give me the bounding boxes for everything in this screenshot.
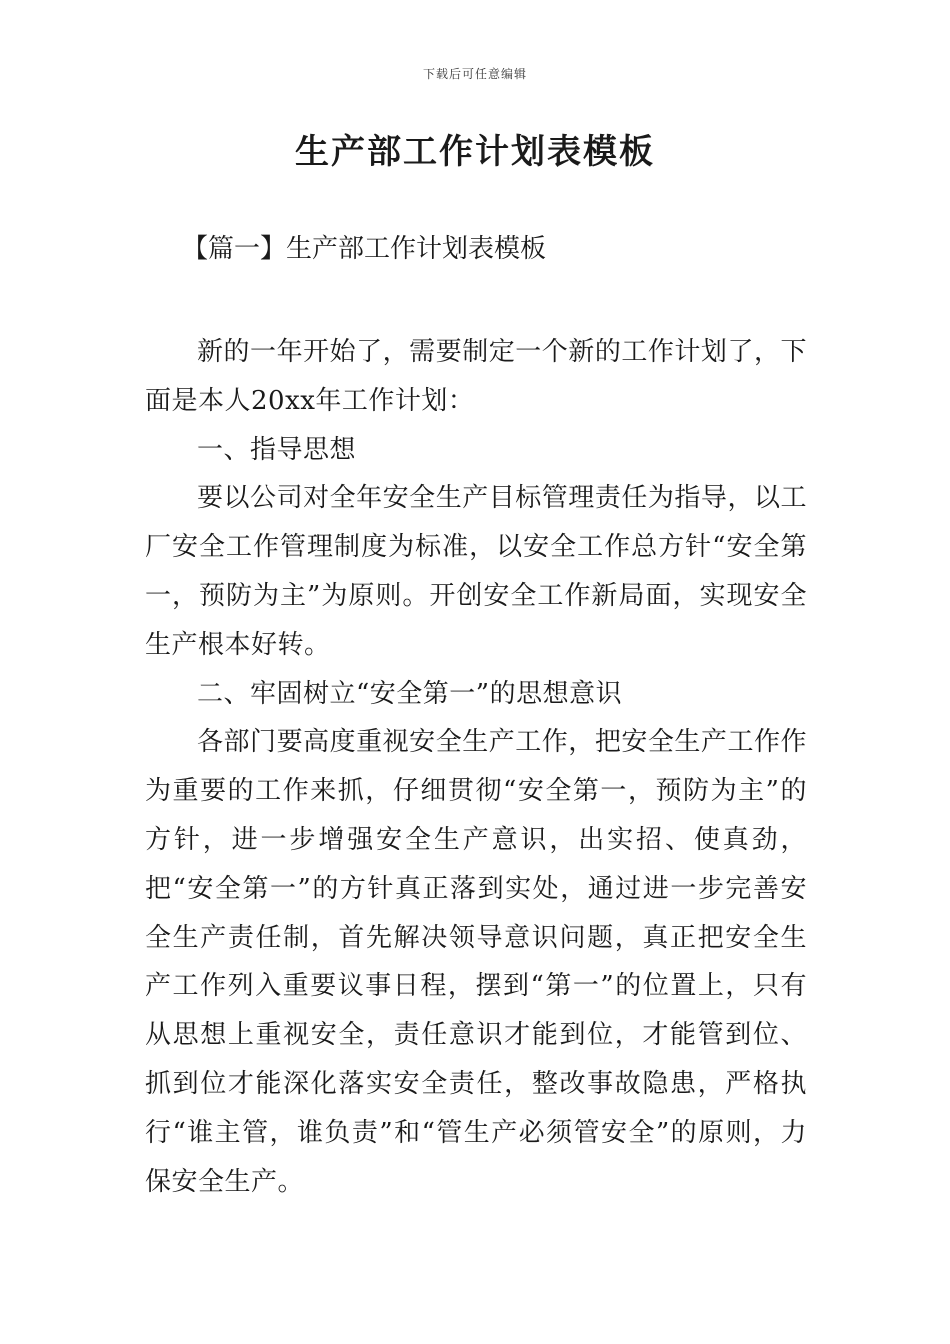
section-heading: 【篇一】生产部工作计划表模板 — [182, 234, 547, 264]
body-text — [145, 328, 807, 1206]
paragraph-intro: 新的一年开始了，需要制定一个新的工作计划了，下面是本人20xx年工作计划： — [145, 337, 807, 416]
paragraph-guiding-thought: 要以公司对全年安全生产目标管理责任为指导，以工厂安全工作管理制度为标准，以安全工作总方针“安全第一，预防为主”为原则。开创安全工作新局面，实现安全生产根本好转。 — [145, 483, 807, 660]
paragraph-safety-first: 各部门要高度重视安全生产工作，把安全生产工作作为重要的工作来抓，仔细贯彻“安全第一，预防为主”的方针，进一步增强安全生产意识，出实招、使真劲，把“安全第一”的方针真正落到实处，通过进一步完善安全生产责任制，首先解决领导意识问题，真正把安全生产工作列入重要议事日程，摆到“第一”的位置上，只有从思想上重视安全，责任意识才能到位，才能管到位、抓到位才能深化落实安全责任，整改事故隐患，严格执行“谁主管，谁负责”和“管生产必须管安全”的原则，力保安全生产。 — [145, 727, 807, 1197]
paragraph-heading-guiding-thought: 一、指导思想 — [197, 434, 357, 465]
header-note: 下载后可任意编辑 — [422, 67, 527, 81]
paragraph-heading-safety-first: 二、牢固树立“安全第一”的思想意识 — [197, 678, 623, 709]
document-title: 生产部工作计划表模板 — [295, 132, 655, 172]
